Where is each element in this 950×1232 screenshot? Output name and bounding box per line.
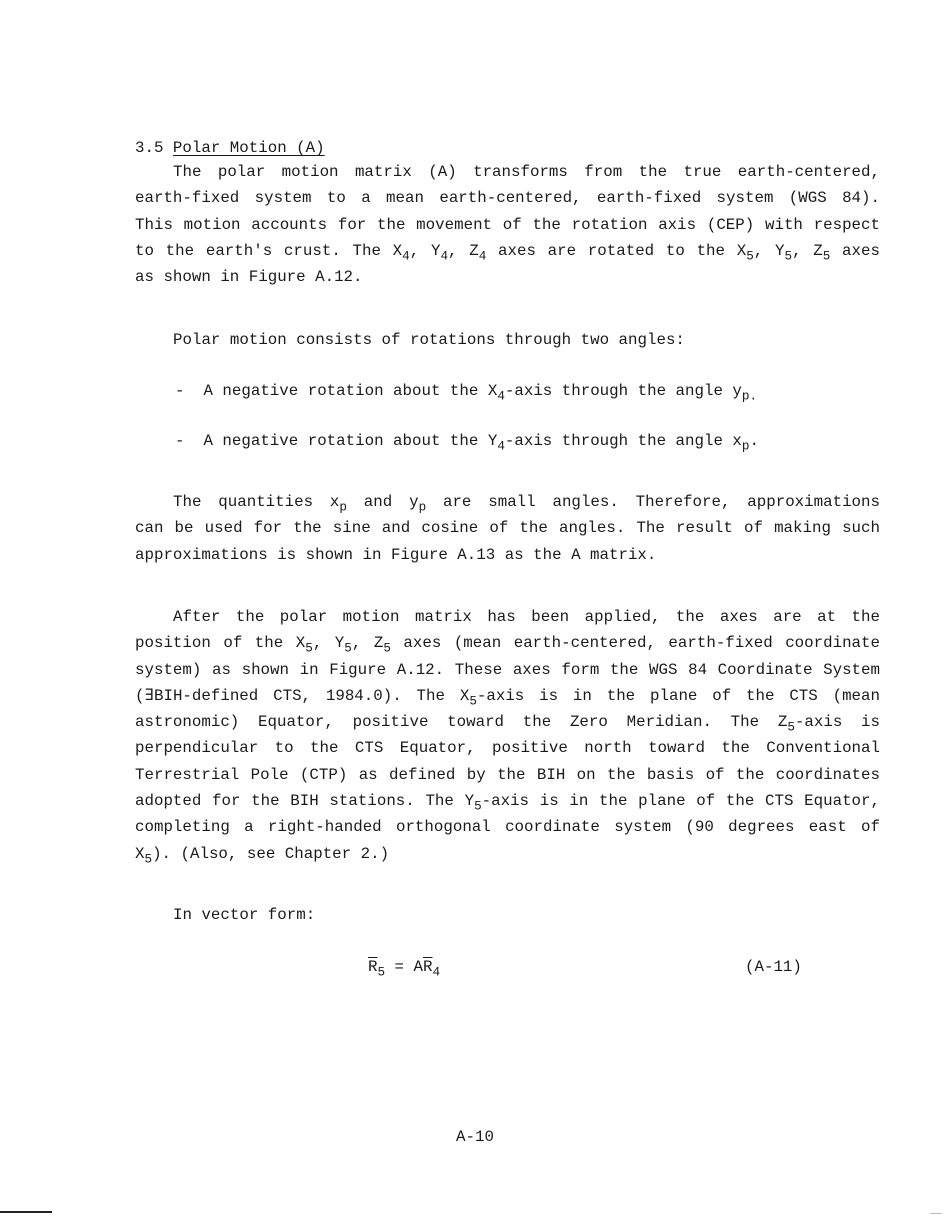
- text-line: [135, 814, 880, 840]
- text-run: axes: [830, 241, 880, 260]
- equation-lhs: $\overline{R}$: [368, 958, 378, 976]
- text-run: Terrestrial Pole (CTP) as defined by the BIH on the basis of the coordinates: [135, 765, 880, 784]
- subscript: 5: [474, 798, 482, 814]
- text-run: earth-fixed system to a mean earth-centered, earth-fixed system (WGS 84).: [135, 189, 880, 208]
- subscript: 4: [478, 248, 487, 264]
- subscript: p: [418, 499, 427, 515]
- text-run: The polar motion matrix (A) transforms from the true earth-centered,: [173, 163, 880, 181]
- paragraph-rotations: [173, 327, 918, 353]
- text-run: The quantities x: [173, 493, 340, 511]
- text-line: [135, 489, 880, 515]
- subscript: 5: [822, 248, 831, 264]
- text-line: [175, 428, 875, 454]
- subscript: p: [741, 438, 750, 454]
- subscript: 4: [402, 248, 410, 264]
- text-run: system) as shown in Figure A.12. These axes form the WGS 84 Coordinate System: [135, 660, 880, 679]
- text-run: as shown in Figure A.12.: [135, 268, 363, 287]
- text-run: , Z: [448, 241, 479, 260]
- text-line: [175, 378, 875, 404]
- text-run: This motion accounts for the movement of the rotation axis (CEP) with respect: [135, 215, 880, 234]
- section-heading: [135, 135, 880, 161]
- paragraph-approximations: [135, 489, 880, 568]
- section-title: Polar Motion (A): [172, 139, 325, 157]
- subscript: 4: [497, 438, 505, 454]
- text-line: [135, 841, 880, 867]
- text-run: - A negative rotation about the X: [175, 382, 498, 400]
- text-line: [173, 327, 918, 353]
- text-line: [135, 762, 880, 788]
- subscript: 5: [469, 693, 477, 709]
- text-run: , Z: [351, 634, 384, 653]
- text-run: -axis through the angle y: [504, 382, 742, 400]
- subscript: 5: [784, 248, 793, 264]
- text-run: position of the X: [135, 634, 306, 653]
- paragraph-intro: [135, 159, 880, 290]
- text-line: [135, 515, 880, 541]
- equation-rhs-sub: 4: [432, 964, 441, 980]
- text-line: [135, 788, 880, 814]
- subscript: 5: [746, 248, 754, 264]
- subscript: 4: [497, 388, 505, 404]
- paragraph-vector-form: [173, 902, 673, 928]
- text-line: [135, 657, 880, 683]
- text-run: -axis is in the plane of the CTS Equator,: [481, 792, 880, 811]
- text-line: [135, 212, 880, 238]
- footer-rule: [0, 1211, 52, 1213]
- text-line: [135, 264, 880, 290]
- text-line: [135, 604, 880, 630]
- text-run: can be used for the sine and cosine of the angles. The result of making such: [135, 519, 880, 538]
- text-run: - A negative rotation about the Y: [175, 432, 498, 450]
- text-run: After the polar motion matrix has been applied, the axes are at the: [173, 608, 880, 626]
- text-line: [135, 709, 880, 735]
- text-line: [135, 159, 880, 185]
- paragraph-wgs84-axes: [135, 604, 880, 867]
- text-run: completing a right-handed orthogonal coordinate system (90 degrees east of: [135, 818, 880, 837]
- text-run: and y: [346, 493, 419, 511]
- text-run: X: [135, 844, 145, 863]
- text-run: .: [749, 432, 759, 450]
- text-run: -axis is in the plane of the CTS (mean: [476, 686, 880, 705]
- text-run: adopted for the BIH stations. The Y: [135, 792, 475, 811]
- page-number: A-10: [456, 1128, 494, 1146]
- subscript: 5: [305, 640, 313, 656]
- text-run: ). (Also, see Chapter 2.): [152, 844, 390, 863]
- subscript: p.: [741, 388, 758, 404]
- text-run: approximations is shown in Figure A.13 as the A matrix.: [135, 545, 657, 564]
- section-number: 3.5: [135, 139, 173, 157]
- equation-operator: = A: [385, 958, 423, 976]
- text-run: axes (mean earth-centered, earth-fixed coordinate: [390, 634, 880, 653]
- text-run: -axis through the angle x: [504, 432, 742, 450]
- text-run: (∃BIH-defined CTS, 1984.0). The X: [135, 686, 470, 705]
- subscript: 5: [144, 851, 153, 867]
- text-run: are small angles. Therefore, approximations: [426, 493, 880, 511]
- text-run: to the earth's crust. The X: [135, 241, 403, 260]
- text-line: [135, 238, 880, 264]
- equation-lhs-sub: 5: [377, 964, 386, 980]
- subscript: 5: [383, 640, 391, 656]
- text-line: [135, 735, 880, 761]
- text-run: In vector form:: [173, 906, 316, 924]
- text-line: [135, 683, 880, 709]
- text-line: [173, 902, 673, 928]
- subscript: 4: [440, 248, 449, 264]
- subscript: p: [339, 499, 347, 515]
- equation-rhs: $\overline{R}$: [422, 958, 433, 976]
- text-line: [135, 185, 880, 211]
- subscript: 5: [344, 640, 352, 656]
- text-run: , Y: [312, 634, 345, 653]
- text-line: [135, 630, 880, 656]
- bullet-item: [175, 378, 875, 404]
- subscript: 5: [787, 719, 795, 735]
- text-run: -axis is: [794, 713, 881, 732]
- text-run: , Y: [409, 241, 441, 260]
- scan-mark: [930, 1213, 942, 1214]
- text-run: axes are rotated to the X: [486, 241, 747, 260]
- text-run: Polar motion consists of rotations through two angles:: [173, 331, 685, 349]
- equation-number: (A-11): [745, 958, 802, 976]
- text-run: astronomic) Equator, positive toward the Zero Meridian. The Z: [135, 713, 788, 732]
- text-run: perpendicular to the CTS Equator, positive north toward the Conventional: [135, 739, 880, 758]
- bullet-item: [175, 428, 875, 454]
- text-line: [135, 542, 880, 568]
- equation: [368, 954, 440, 980]
- text-run: , Y: [753, 241, 785, 260]
- text-run: , Z: [792, 241, 823, 260]
